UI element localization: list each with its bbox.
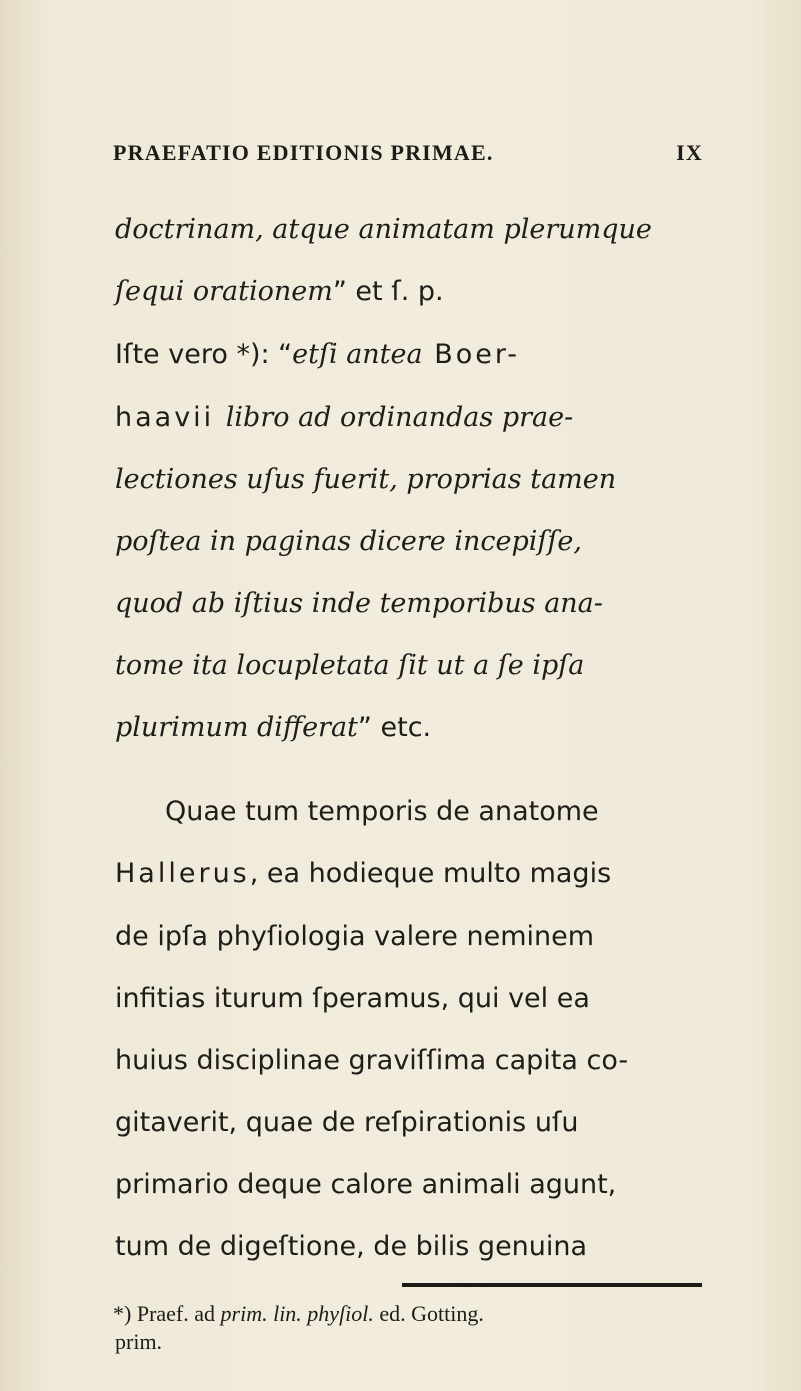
footnote-text-a: Praef. ad: [136, 1301, 221, 1326]
page-header: [113, 140, 703, 176]
text-line-3-italic: etſi antea: [292, 339, 423, 370]
text-line-10: Quae tum temporis de anatome: [165, 796, 599, 827]
text-line-8: tome ita locupletata ſit ut a ſe ipſa: [115, 650, 585, 681]
running-title: PRAEFATIO EDITIONIS PRIMAE.: [113, 140, 494, 165]
text-line-1: doctrinam, atque animatam plerumque: [115, 214, 652, 245]
text-line-3-roman: Iſte vero *): “: [115, 339, 293, 370]
text-line-16: primario deque calore animali agunt,: [115, 1169, 617, 1200]
text-line-2: [115, 275, 444, 309]
text-line-11: [115, 857, 611, 891]
text-line-9-italic: plurimum differat: [115, 712, 358, 743]
text-line-4-italic: libro ad ordinandas prae-: [225, 402, 574, 433]
page-number: IX: [676, 140, 703, 165]
text-line-14: huius disciplinae graviſſima capita co-: [115, 1045, 629, 1076]
text-line-12: de ipſa phyſiologia valere neminem: [115, 921, 595, 952]
footnote-rule: [402, 1283, 702, 1287]
text-line-15: gitaverit, quae de reſpirationis uſu: [115, 1107, 579, 1138]
footnote-mark: *): [113, 1301, 137, 1326]
footnote-text-c: prim.: [115, 1329, 163, 1354]
text-line-7: quod ab iſtius inde temporibus ana-: [115, 588, 603, 619]
text-line-2-roman: ” et ſ. p.: [332, 276, 444, 307]
text-line-9: [115, 711, 431, 745]
text-line-6: poſtea in paginas dicere incepiſſe,: [115, 526, 582, 557]
text-line-13: infitias iturum ſperamus, qui vel ea: [115, 983, 590, 1014]
footnote-text-italic: prim. lin. phyſiol.: [220, 1301, 374, 1326]
text-line-11-spaced: Hallerus: [115, 858, 250, 889]
footnote: [113, 1300, 713, 1356]
footnote-text-b: ed. Gotting.: [373, 1301, 484, 1326]
text-line-4: [115, 401, 573, 435]
text-line-5: lectiones uſus fuerit, proprias tamen: [115, 464, 617, 495]
text-line-2-italic: ſequi orationem: [115, 276, 333, 307]
text-line-3-spaced: Boer-: [422, 339, 520, 370]
text-line-11-roman: , ea hodieque multo magis: [249, 858, 612, 889]
text-line-17: tum de digeſtione, de bilis genuina: [115, 1231, 588, 1262]
text-line-4-spaced: haavii: [115, 402, 226, 433]
text-line-9-roman: ” etc.: [357, 712, 432, 743]
text-line-3: [115, 338, 520, 372]
